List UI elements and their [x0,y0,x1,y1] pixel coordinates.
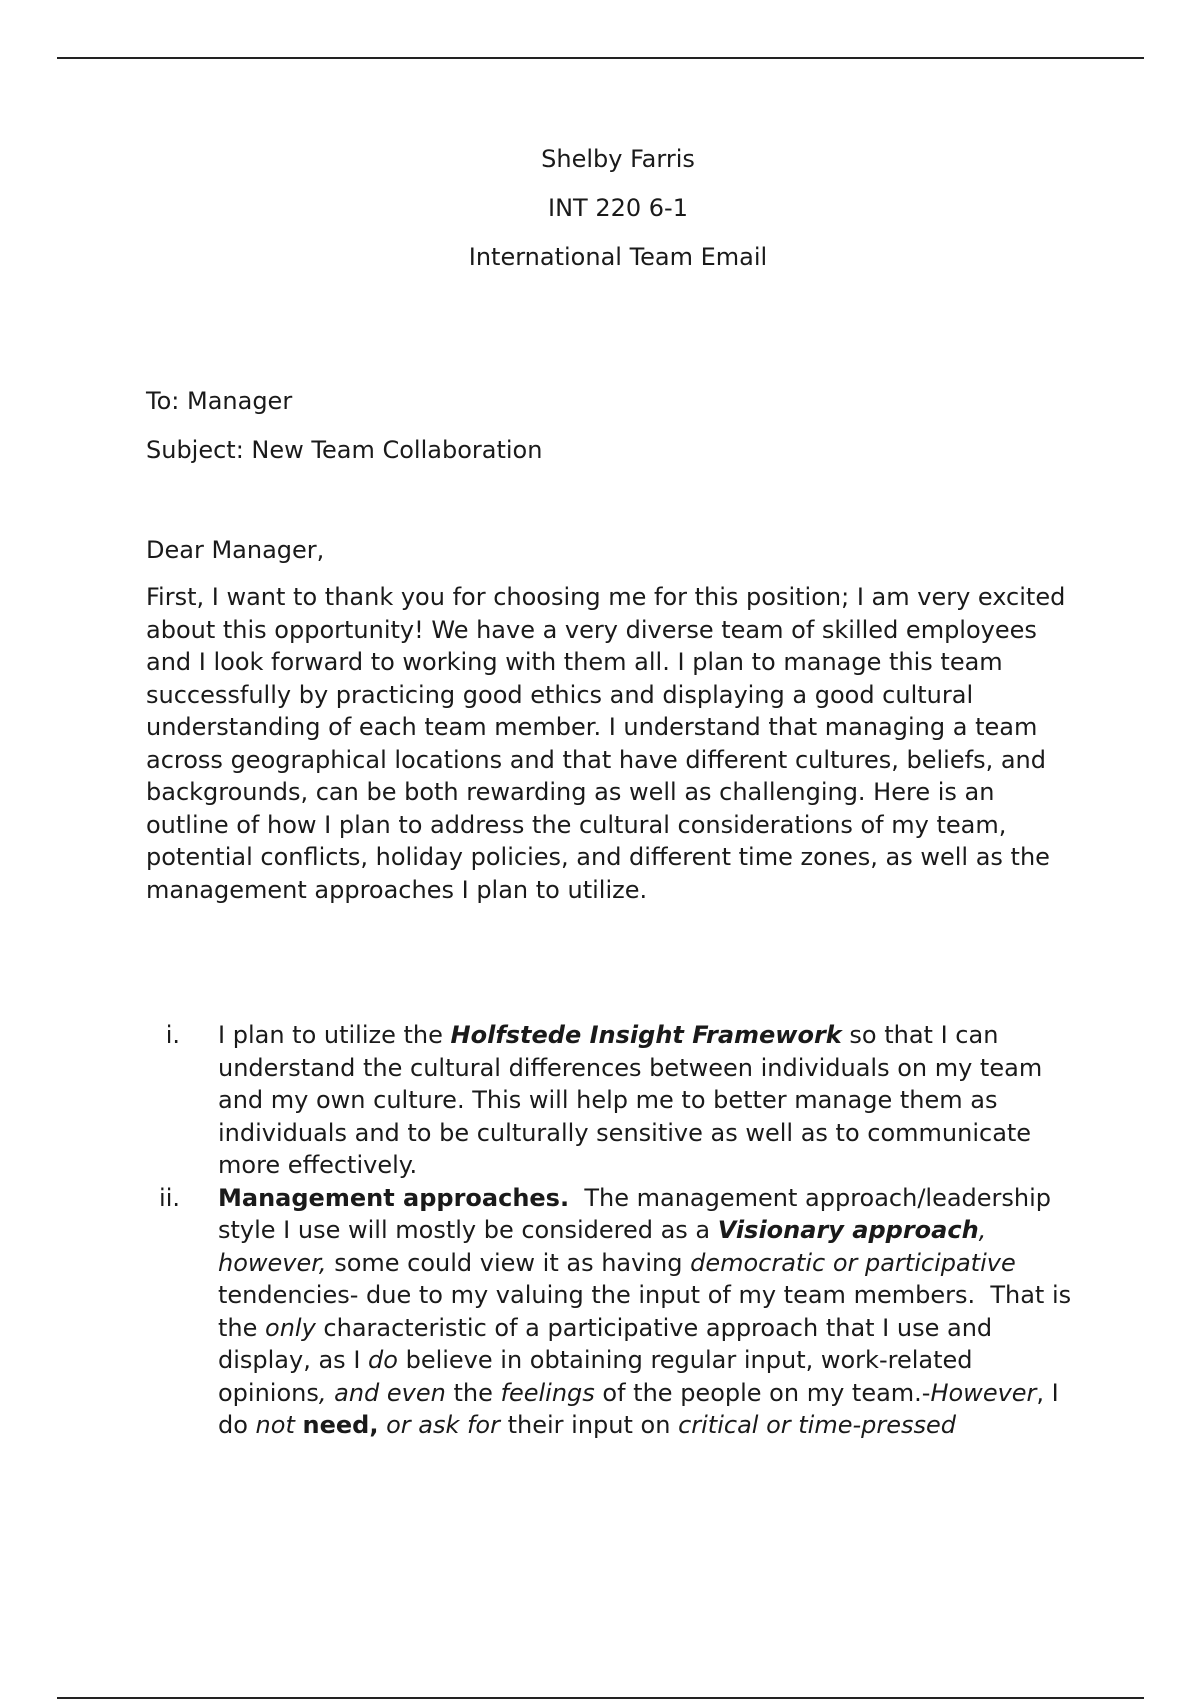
management-heading: Management approaches. [218,1183,570,1212]
list-line: style I use will mostly be considered as a Visionary approach, [218,1216,987,1244]
intro-line: about this opportunity! We have a very diverse team of skilled employees [146,615,1037,644]
intro-line: across geographical locations and that have different cultures, beliefs, and [146,745,1046,774]
list-line: the only characteristic of a participative approach that I use and [218,1313,993,1342]
list-line: individuals and to be culturally sensitive as well as to communicate [218,1118,1032,1147]
list-line: Management approaches. The management approach/leadership [218,1183,1052,1212]
intro-line: First, I want to thank you for choosing me for this position; I am very excited [146,583,1066,611]
intro-line: outline of how I plan to address the cultural considerations of my team, [146,810,1007,839]
list-line: more effectively. [218,1151,418,1179]
email-to: To: Manager [146,387,293,415]
list-item-number: i. [165,1021,180,1049]
list-line: do not need, or ask for their input on critical or time-pressed [218,1411,957,1439]
assignment-title: International Team Email [468,243,768,271]
author-name: Shelby Farris [541,145,695,173]
list-line: tendencies- due to my valuing the input of my team members. That is [218,1281,1072,1309]
list-line: however, some could view it as having democratic or participative [218,1248,1016,1277]
intro-line: successfully by practicing good ethics and displaying a good cultural [146,680,974,709]
list-line: understand the cultural differences between individuals on my team [218,1053,1043,1082]
intro-line: understanding of each team member. I understand that managing a team [146,713,1038,741]
list-line: opinions, and even the feelings of the people on my team.-However, I [218,1378,1059,1407]
list-line: and my own culture. This will help me to better manage them as [218,1086,998,1114]
list-line: display, as I do believe in obtaining regular input, work-related [218,1346,973,1374]
visionary-term: Visionary approach [717,1216,979,1244]
course-code: INT 220 6-1 [548,194,688,222]
email-subject: Subject: New Team Collaboration [146,436,543,464]
document-header [0,142,1200,289]
intro-line: potential conflicts, holiday policies, and different time zones, as well as the [146,843,1050,871]
intro-paragraph [146,581,1081,906]
framework-name: Holfstede Insight Framework [450,1021,842,1049]
list-item-management [146,1182,1096,1442]
list-line: I plan to utilize the Holfstede Insight Framework so that I can [218,1021,999,1049]
email-greeting: Dear Manager, [146,536,325,564]
intro-line: management approaches I plan to utilize. [146,875,648,904]
email-meta [146,384,542,482]
list-item-framework [146,1019,1096,1182]
top-page-border [57,57,1144,59]
roman-numeral-list [146,1019,1096,1442]
list-item-number: ii. [159,1183,180,1212]
intro-line: and I look forward to working with them all. I plan to manage this team [146,648,1003,676]
intro-line: backgrounds, can be both rewarding as well as challenging. Here is an [146,778,995,806]
bottom-page-border [57,1697,1144,1699]
